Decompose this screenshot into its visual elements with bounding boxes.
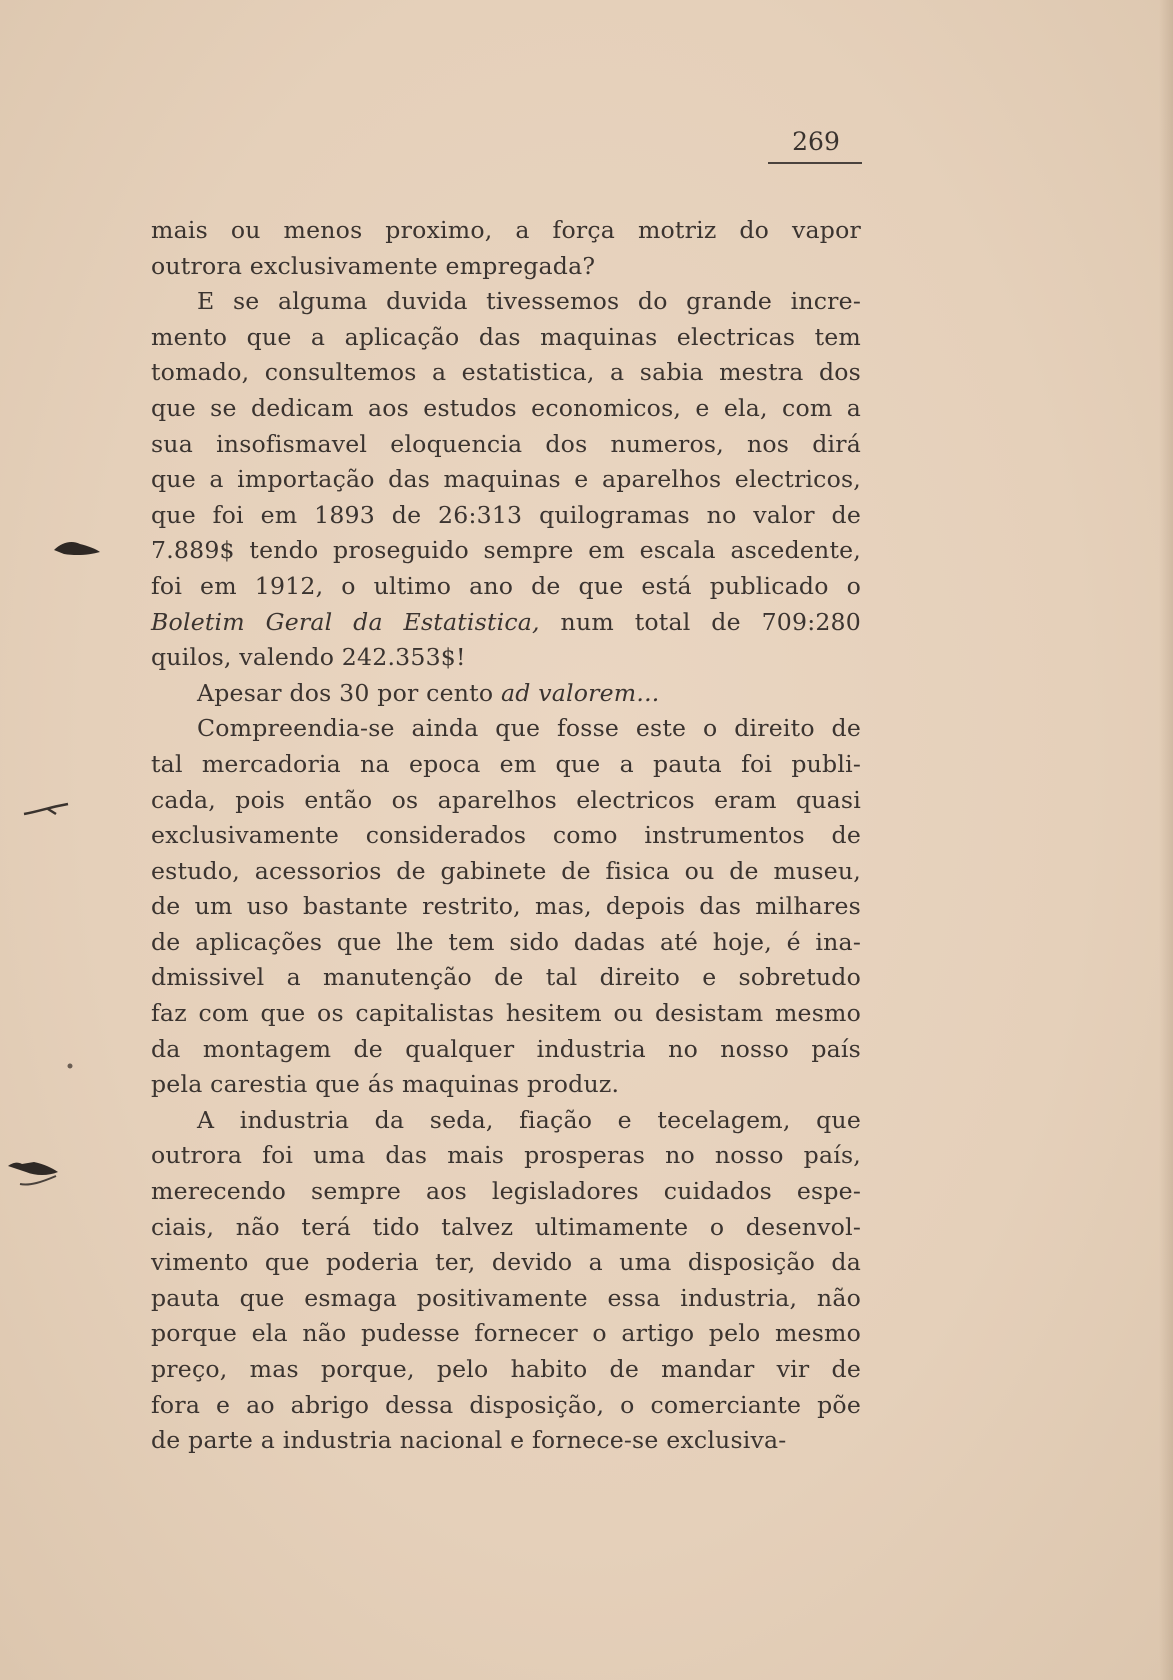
text-line: [151, 533, 861, 569]
text-line: [151, 996, 861, 1032]
text-segment: outrora foi uma das mais prosperas no nosso país,: [151, 1141, 861, 1170]
text-line: [151, 818, 861, 854]
text-line: [151, 676, 861, 712]
text-line: [151, 1352, 861, 1388]
text-segment: tal mercadoria na epoca em que a pauta foi publi-: [151, 749, 861, 778]
text-segment: Compreendia-se ainda que fosse este o direito de: [197, 714, 861, 743]
page-number-rule: [768, 162, 862, 164]
text-segment: sua insofismavel eloquencia dos numeros, nos dirá: [151, 429, 861, 458]
text-line: [151, 889, 861, 925]
text-segment: cada, pois então os aparelhos electricos eram quasi: [151, 785, 861, 814]
text-line: [151, 1423, 861, 1459]
text-segment: da montagem de qualquer industria no nosso país: [151, 1034, 861, 1063]
text-segment: merecendo sempre aos legisladores cuidados espe-: [151, 1177, 861, 1206]
text-line: [151, 1388, 861, 1424]
text-segment: pauta que esmaga positivamente essa industria, não: [151, 1283, 861, 1312]
text-segment: faz com que os capitalistas hesitem ou desistam mesmo: [151, 999, 861, 1028]
text-segment: vimento que poderia ter, devido a uma disposição da: [151, 1248, 861, 1277]
text-line: [151, 391, 861, 427]
text-line: [151, 783, 861, 819]
text-segment: mento que a aplicação das maquinas electricas tem: [151, 322, 861, 351]
ink-stain-1: [50, 536, 102, 558]
italic-text: ad valorem...: [500, 678, 660, 707]
text-segment: estudo, acessorios de gabinete de fisica ou de museu,: [151, 856, 861, 885]
text-segment: de aplicações que lhe tem sido dadas até hoje, é ina-: [151, 927, 861, 956]
text-line: [151, 213, 861, 249]
text-line: [151, 711, 861, 747]
text-line: [151, 355, 861, 391]
text-line: [151, 1032, 861, 1068]
text-line: [151, 605, 861, 641]
text-line: [151, 1174, 861, 1210]
text-line: [151, 640, 861, 676]
ink-stain-2: [22, 800, 70, 820]
text-segment: de um uso bastante restrito, mas, depois das milhares: [151, 892, 861, 921]
text-segment: mais ou menos proximo, a força motriz do vapor: [151, 216, 861, 244]
text-segment: que se dedicam aos estudos economicos, e ela, com a: [151, 393, 861, 422]
text-segment: que a importação das maquinas e aparelhos electricos,: [151, 465, 861, 494]
text-line: [151, 1138, 861, 1174]
page-number: 269: [792, 127, 840, 156]
text-line: [151, 925, 861, 961]
ink-dot: [66, 1062, 74, 1070]
text-line: [151, 462, 861, 498]
text-segment: exclusivamente considerados como instrumentos de: [151, 821, 861, 850]
text-segment: foi em 1912, o ultimo ano de que está publicado o: [151, 571, 861, 600]
text-segment: preço, mas porque, pelo habito de mandar vir de: [151, 1355, 861, 1383]
italic-text: Boletim Geral da Estatistica,: [151, 607, 540, 636]
text-line: [151, 1281, 861, 1317]
text-segment: de parte a industria nacional e fornece-se exclusiva-: [151, 1426, 787, 1455]
text-segment: A industria da seda, fiação e tecelagem, que: [197, 1105, 861, 1134]
text-line: [151, 1103, 861, 1139]
text-line: [151, 569, 861, 605]
text-line: [151, 320, 861, 356]
text-line: [151, 1067, 861, 1103]
text-segment: fora e ao abrigo dessa disposição, o comerciante põe: [151, 1390, 861, 1419]
text-segment: num total de 709:280: [539, 607, 861, 636]
text-segment: 7.889$ tendo proseguido sempre em escala ascedente,: [151, 536, 861, 565]
text-segment: pela carestia que ás maquinas produz.: [151, 1070, 620, 1099]
text-segment: porque ela não pudesse fornecer o artigo pelo mesmo: [151, 1319, 861, 1348]
text-segment: outrora exclusivamente empregada?: [151, 251, 596, 280]
text-segment: quilos, valendo 242.353$!: [151, 643, 466, 672]
text-line: [151, 960, 861, 996]
text-line: [151, 249, 861, 285]
ink-stain-3: [4, 1154, 66, 1200]
text-line: [151, 1316, 861, 1352]
text-line: [151, 1245, 861, 1281]
text-segment: dmissivel a manutenção de tal direito e sobretudo: [151, 963, 861, 992]
page-edge-shadow: [1159, 0, 1173, 1680]
text-segment: que foi em 1893 de 26:313 quilogramas no valor de: [151, 500, 861, 529]
text-line: [151, 427, 861, 463]
text-segment: E se alguma duvida tivessemos do grande incre-: [197, 287, 861, 316]
text-line: [151, 747, 861, 783]
text-segment: Apesar dos 30 por cento: [197, 678, 501, 707]
text-segment: ciais, não terá tido talvez ultimamente o desenvol-: [151, 1212, 861, 1241]
text-line: [151, 498, 861, 534]
text-line: [151, 854, 861, 890]
text-segment: tomado, consultemos a estatistica, a sabia mestra dos: [151, 358, 861, 387]
text-line: [151, 284, 861, 320]
body-text: [151, 213, 861, 1459]
text-line: [151, 1210, 861, 1246]
